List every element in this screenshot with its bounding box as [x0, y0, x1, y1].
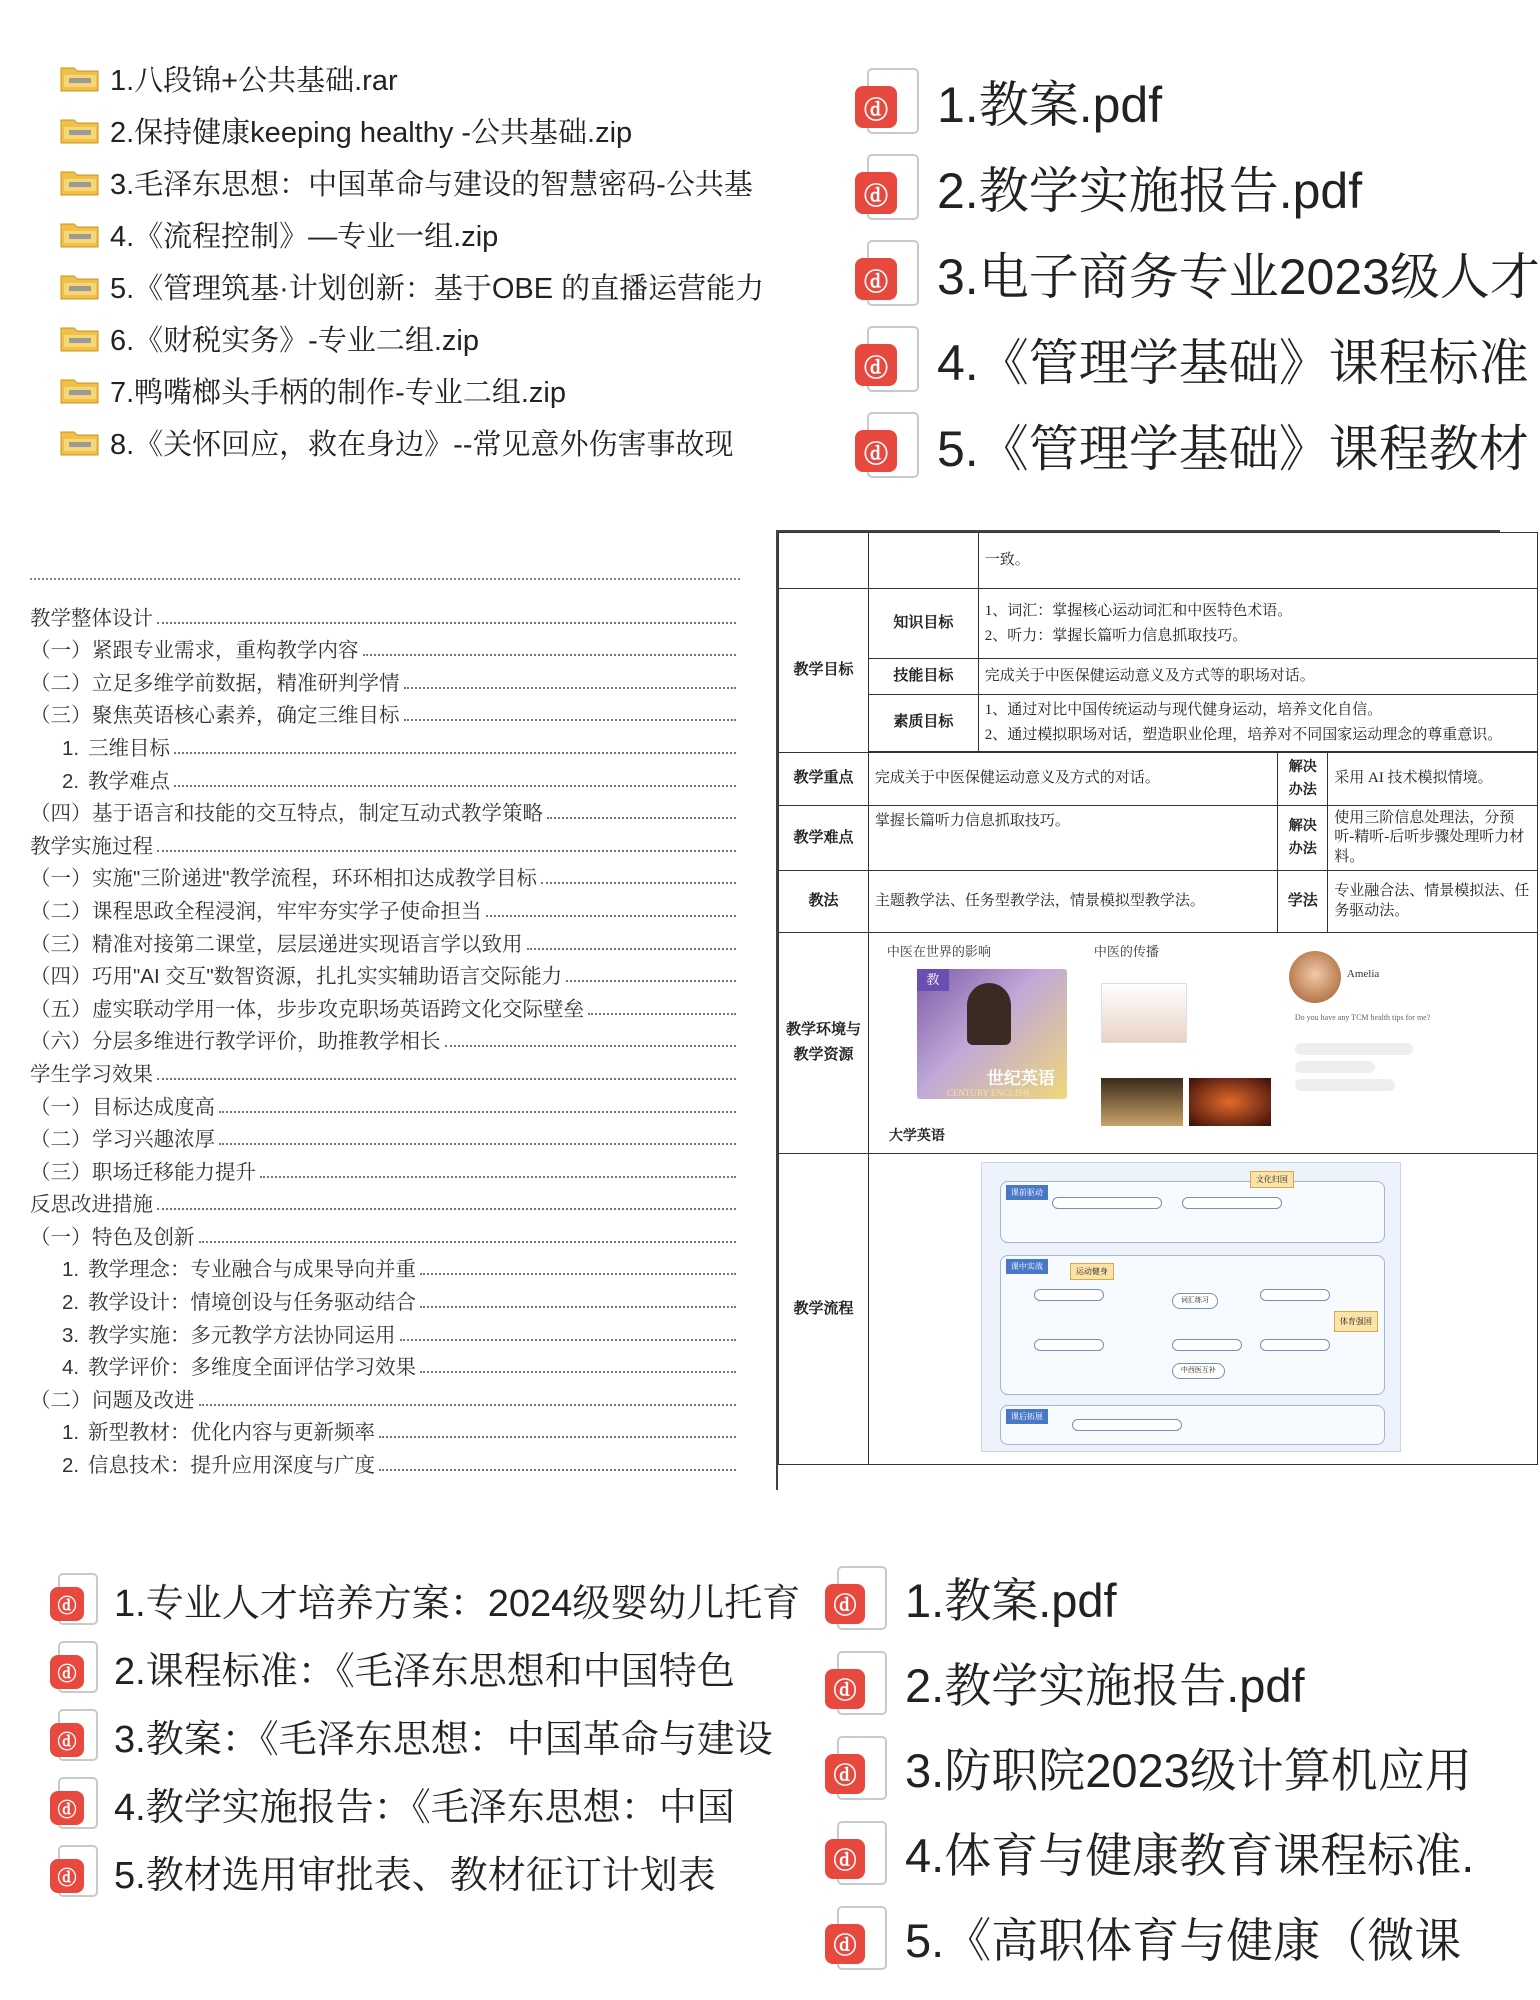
avatar	[1289, 951, 1341, 1003]
toc-entry-number: 1.	[62, 1421, 80, 1445]
toc-entry[interactable]	[30, 1380, 740, 1413]
pdf-icon: ⓓ	[825, 1821, 887, 1885]
file-item[interactable]	[50, 1633, 740, 1701]
file-name: 4.《管理学基础》课程标准	[937, 335, 1529, 391]
toc-entry[interactable]	[30, 1087, 740, 1120]
diff-solve-label: 解决办法	[1278, 805, 1328, 871]
toc-entry-text: 学习兴趣浓厚	[92, 1128, 215, 1152]
pdf-icon: ⓓ	[855, 412, 919, 478]
toc-entry[interactable]	[30, 891, 740, 924]
flow-lane	[1000, 1181, 1385, 1243]
toc-entry-text: 三维目标	[88, 736, 170, 760]
toc-entry-text: 职场迁移能力提升	[92, 1160, 256, 1184]
toc-leader-dots	[404, 719, 737, 721]
video-thumb[interactable]	[1101, 983, 1187, 1043]
flow-lane	[1000, 1405, 1385, 1445]
key-solve-label: 解决办法	[1278, 752, 1328, 805]
file-name: 2.课程标准：《毛泽东思想和中国特色	[114, 1650, 735, 1693]
toc-entry-label	[30, 796, 543, 826]
key-label: 教学重点	[779, 752, 869, 805]
pdf-icon: ⓓ	[50, 1573, 98, 1625]
knowledge-label: 知识目标	[868, 589, 978, 659]
toc-entry[interactable]	[30, 1445, 740, 1478]
toc-entry-label	[30, 1057, 153, 1087]
toc-entry[interactable]	[30, 1217, 740, 1250]
toc-entry-text: 教学设计：情境创设与任务驱动结合	[88, 1291, 416, 1315]
lesson-table	[778, 532, 1538, 1465]
toc-leader-dots	[219, 1111, 736, 1113]
toc-leader-dots	[199, 1241, 737, 1243]
file-item[interactable]	[60, 104, 740, 156]
flow-node: 中西医互补	[1172, 1363, 1225, 1379]
knowledge-2: 2、听力：掌握长篇听力信息抓取技巧。	[984, 627, 1248, 644]
toc-entry-number: （四）	[30, 802, 92, 826]
file-name: 5.《管理筑基·计划创新：基于OBE 的直播运营能力	[110, 272, 765, 305]
toc-entry-label	[30, 861, 537, 891]
toc-entry-text: 目标达成度高	[92, 1095, 215, 1119]
pdf-icon: ⓓ	[825, 1906, 887, 1970]
pdf-icon: ⓓ	[855, 68, 919, 134]
file-item[interactable]	[825, 1555, 1500, 1640]
method-label: 教法	[779, 871, 869, 933]
toc-entry-number: （四）	[30, 965, 92, 989]
file-name: 4.体育与健康教育课程标准.	[905, 1829, 1475, 1882]
pdf-icon: ⓓ	[825, 1651, 887, 1715]
toc-entry[interactable]	[30, 957, 740, 990]
pdf-icon: ⓓ	[825, 1736, 887, 1800]
toc-leader-dots	[199, 1404, 737, 1406]
toc-entry-text: 实施"三阶递进"教学流程，环环相扣达成教学目标	[92, 867, 538, 891]
diff-text: 掌握长篇听力信息抓取技巧。	[868, 805, 1277, 871]
toc-entry[interactable]	[30, 794, 740, 827]
quality-label: 素质目标	[868, 695, 978, 752]
toc-entry-text: 精准对接第二课堂，层层递进实现语言学以致用	[92, 932, 523, 956]
toc-entry-number: 2.	[62, 1454, 80, 1478]
toc-leader-dots	[547, 817, 736, 819]
divider	[30, 578, 740, 580]
toc-entry-number: （一）	[30, 1095, 92, 1119]
folder-zip-icon	[60, 376, 100, 404]
file-item[interactable]	[50, 1701, 773, 1769]
toc-entry-text: 立足多维学前数据，精准研判学情	[92, 671, 400, 695]
knowledge-1: 1、词汇：掌握核心运动词汇和中医特色术语。	[984, 602, 1293, 619]
toc-entry-number: 3.	[62, 1323, 80, 1347]
textbook-cover	[917, 969, 1067, 1099]
toc-entry-label	[30, 698, 400, 728]
toc-entry[interactable]	[30, 826, 740, 859]
pdf-icon: ⓓ	[50, 1641, 98, 1693]
toc-entry-number: （一）	[30, 639, 92, 663]
toc-entry-text: 新型教材：优化内容与更新频率	[88, 1421, 375, 1445]
flow-node: 文化归国	[1250, 1171, 1294, 1188]
toc-leader-dots	[363, 654, 737, 656]
method-text: 主题教学法、任务型教学法，情景模拟型教学法。	[868, 871, 1277, 933]
file-item[interactable]	[60, 260, 765, 312]
toc-entry-number: （二）	[30, 1388, 92, 1412]
toc-entry-text: 学生学习效果	[30, 1062, 153, 1086]
file-item[interactable]	[855, 58, 1500, 144]
file-item[interactable]	[60, 52, 740, 104]
toc-entry[interactable]	[30, 859, 740, 892]
toc-entry-label	[30, 1220, 195, 1250]
pdf-icon: ⓓ	[825, 1566, 887, 1630]
file-item[interactable]	[50, 1565, 801, 1633]
toc-entry-label	[30, 1383, 195, 1413]
diff-label: 教学难点	[779, 805, 869, 871]
toc-entry-label	[30, 1155, 256, 1185]
toc-leader-dots	[420, 1371, 736, 1373]
toc-entry[interactable]	[30, 1022, 740, 1055]
toc-entry-label	[30, 992, 584, 1022]
toc-entry-label	[62, 1285, 416, 1315]
file-item[interactable]	[825, 1895, 1500, 1980]
toc-entry-label	[62, 1448, 375, 1478]
toc-entry-number: （六）	[30, 1030, 92, 1054]
resource-screenshot	[869, 933, 1537, 1153]
file-name: 4.教学实施报告：《毛泽东思想：中国	[114, 1786, 735, 1829]
flow-node: 体育强国	[1334, 1311, 1378, 1332]
toc-entry-number: 4.	[62, 1356, 80, 1380]
toc-entry[interactable]	[30, 924, 740, 957]
flow-node: 课后拓展	[1006, 1409, 1048, 1424]
toc-entry-text: 教学理念：专业融合与成果导向并重	[88, 1258, 416, 1282]
toc-entry-number: （三）	[30, 932, 92, 956]
chat-question: Do you have any TCM health tips for me?	[1294, 1013, 1431, 1023]
toc-entry-label	[62, 1415, 375, 1445]
quality-1: 1、通过对比中国传统运动与现代健身运动，培养文化自信。	[984, 702, 1383, 718]
pdf-icon: ⓓ	[855, 154, 919, 220]
learn-text: 专业融合法、情景模拟法、任务驱动法。	[1328, 871, 1538, 933]
skill-label: 技能目标	[868, 659, 978, 695]
file-item[interactable]	[825, 1640, 1500, 1725]
file-name: 3.防职院2023级计算机应用	[905, 1744, 1472, 1797]
file-item[interactable]	[50, 1769, 740, 1837]
file-item[interactable]	[60, 208, 740, 260]
toc-entry-text: 紧跟专业需求，重构教学内容	[92, 639, 359, 663]
file-item[interactable]	[825, 1810, 1500, 1895]
toc-entry[interactable]	[30, 1054, 740, 1087]
toc-entry[interactable]	[30, 631, 740, 664]
skill-text: 完成关于中医保健运动意义及方式等的职场对话。	[978, 659, 1537, 695]
toc-entry[interactable]	[30, 663, 740, 696]
toc-leader-dots	[157, 1208, 736, 1210]
file-name: 3.毛泽东思想：中国革命与建设的智慧密码-公共基	[110, 168, 753, 201]
toc-entry-number: 2.	[62, 769, 80, 793]
flow-node	[1052, 1197, 1162, 1209]
flow-node	[1072, 1419, 1182, 1431]
toc-entry-number: 1.	[62, 736, 80, 760]
chat-option[interactable]	[1295, 1061, 1375, 1073]
toc-entry-label	[62, 731, 170, 761]
toc-entry-number: 1.	[62, 1258, 80, 1282]
toc-entry-text: 巧用"AI 交互"数智资源，扎扎实实辅助语言交际能力	[92, 965, 563, 989]
toc-leader-dots	[157, 622, 736, 624]
toc-leader-dots	[260, 1176, 736, 1178]
toc-entry-label	[62, 1318, 396, 1348]
diff-solve-text: 使用三阶信息处理法，分预听-精听-后听步骤处理听力材料。	[1328, 805, 1538, 871]
file-name: 5.教材选用审批表、教材征订计划表	[114, 1854, 716, 1897]
file-item[interactable]	[855, 230, 1540, 316]
toc-leader-dots	[566, 980, 736, 982]
file-name: 1.专业人才培养方案：2024级婴幼儿托育	[114, 1582, 801, 1625]
book-title: 世纪英语	[986, 1069, 1055, 1089]
toc-leader-dots	[157, 1078, 736, 1080]
toc-entry-number: 2.	[62, 1291, 80, 1315]
flow-node	[1260, 1289, 1330, 1301]
flow-node: 词汇练习	[1172, 1293, 1218, 1309]
toc-entry-number: （三）	[30, 704, 92, 728]
toc-entry-text: 基于语言和技能的交互特点，制定互动式教学策略	[92, 802, 543, 826]
folder-zip-icon	[60, 116, 100, 144]
file-item[interactable]	[60, 364, 740, 416]
file-name: 4.《流程控制》—专业一组.zip	[110, 220, 499, 253]
toc-entry-number: （一）	[30, 867, 92, 891]
book-badge: 教	[917, 969, 949, 991]
toc-leader-dots	[219, 1143, 736, 1145]
toc-entry-label	[30, 1122, 215, 1152]
toc-entry-text: 虚实联动学用一体，步步攻克职场英语跨文化交际壁垒	[92, 997, 584, 1021]
video-thumb[interactable]	[1101, 1078, 1183, 1126]
toc-entry-number: （一）	[30, 1225, 92, 1249]
folder-zip-icon	[60, 272, 100, 300]
toc-leader-dots	[157, 850, 736, 852]
file-item[interactable]	[60, 156, 753, 208]
toc-leader-dots	[420, 1273, 736, 1275]
key-text: 完成关于中医保健运动意义及方式的对话。	[868, 752, 1277, 805]
flow-node: 课前驱动	[1006, 1185, 1048, 1200]
toc-entry-label	[30, 1024, 441, 1054]
env-cell	[868, 933, 1537, 1154]
toc-entry-label	[30, 666, 400, 696]
toc-entry-label	[62, 1252, 416, 1282]
file-name: 2.教学实施报告.pdf	[905, 1659, 1305, 1712]
toc-entry-text: 教学难点	[88, 769, 170, 793]
toc-entry-text: 教学实施：多元教学方法协同运用	[88, 1323, 396, 1347]
file-name: 8.《关怀回应，救在身边》--常见意外伤害事故现	[110, 428, 734, 461]
file-name: 3.教案：《毛泽东思想：中国革命与建设	[114, 1718, 773, 1761]
flow-node	[1172, 1339, 1242, 1351]
file-name: 1.教案.pdf	[937, 77, 1163, 133]
file-item[interactable]	[60, 312, 740, 364]
table-of-contents	[30, 578, 740, 1488]
folder-zip-icon	[60, 64, 100, 92]
folder-zip-icon	[60, 324, 100, 352]
toc-entry-text: 分层多维进行教学评价，助推教学相长	[92, 1030, 441, 1054]
file-item[interactable]	[855, 316, 1529, 402]
toc-leader-dots	[445, 1045, 737, 1047]
toc-entry[interactable]	[30, 1348, 740, 1381]
toc-leader-dots	[588, 1013, 736, 1015]
file-item[interactable]	[50, 1837, 740, 1905]
toc-leader-dots	[404, 687, 737, 689]
chat-option[interactable]	[1295, 1043, 1413, 1055]
toc-entry-text: 反思改进措施	[30, 1193, 153, 1217]
toc-entry[interactable]	[30, 696, 740, 729]
goal-label: 教学目标	[779, 589, 869, 753]
book-caption: 大学英语	[888, 1129, 945, 1145]
toc-entry-text: 聚焦英语核心素养，确定三维目标	[92, 704, 400, 728]
file-name: 1.八段锦+公共基础.rar	[110, 64, 398, 97]
folder-zip-icon	[60, 220, 100, 248]
toc-entry-label	[30, 601, 153, 631]
toc-leader-dots	[379, 1436, 736, 1438]
file-name: 5.《高职体育与健康（微课	[905, 1914, 1462, 1967]
flow-node	[1034, 1339, 1104, 1351]
toc-entry-label	[30, 633, 359, 663]
flow-node	[1034, 1289, 1104, 1301]
env-caption-1: 中医在世界的影响	[886, 944, 991, 960]
file-item[interactable]	[855, 144, 1500, 230]
toc-leader-dots	[174, 785, 736, 787]
file-name: 2.教学实施报告.pdf	[937, 163, 1363, 219]
toc-entry-label	[30, 894, 482, 924]
file-name: 7.鸭嘴榔头手柄的制作-专业二组.zip	[110, 376, 566, 409]
toc-leader-dots	[420, 1306, 736, 1308]
toc-entry[interactable]	[30, 1413, 740, 1446]
flow-node: 课中实战	[1006, 1259, 1048, 1274]
toc-entry-text: 问题及改进	[92, 1388, 195, 1412]
flow-label: 教学流程	[779, 1154, 869, 1465]
file-item[interactable]	[825, 1725, 1500, 1810]
toc-entry-number: （五）	[30, 997, 92, 1021]
quality-text	[978, 695, 1537, 752]
archive-file-list	[60, 52, 765, 472]
toc-entry[interactable]	[30, 728, 740, 761]
flow-node	[1182, 1197, 1282, 1209]
file-item[interactable]	[855, 402, 1529, 488]
book-subtitle: CENTURY ENGLISH	[946, 1088, 1030, 1099]
cell	[779, 533, 869, 589]
toc-entry-label	[62, 764, 170, 794]
flow-node	[1260, 1339, 1330, 1351]
toc-leader-dots	[541, 882, 736, 884]
env-label: 教学环境与教学资源	[779, 933, 869, 1154]
flow-node: 运动健身	[1070, 1263, 1114, 1280]
toc-leader-dots	[486, 915, 737, 917]
toc-entry[interactable]	[30, 1315, 740, 1348]
pdf-icon: ⓓ	[855, 240, 919, 306]
toc-entry-number: （二）	[30, 1128, 92, 1152]
toc-entry-text: 特色及创新	[92, 1225, 195, 1249]
folder-zip-icon	[60, 428, 100, 456]
quality-2: 2、通过模拟职场对话，塑造职业伦理，培养对不同国家运动理念的尊重意识。	[984, 726, 1503, 743]
toc-entry-label	[30, 829, 153, 859]
env-caption-2: 中医的传播	[1093, 944, 1159, 960]
file-name: 3.电子商务专业2023级人才	[937, 249, 1540, 305]
pdf-icon: ⓓ	[50, 1777, 98, 1829]
cell-text: 一致。	[978, 533, 1537, 589]
video-thumb[interactable]	[1189, 1078, 1271, 1126]
file-item[interactable]	[60, 416, 740, 468]
key-solve-text: 采用 AI 技术模拟情境。	[1328, 752, 1538, 805]
flow-cell	[868, 1154, 1537, 1465]
toc-entry[interactable]	[30, 1282, 740, 1315]
toc-list	[30, 598, 740, 1478]
pdf-icon: ⓓ	[50, 1709, 98, 1761]
toc-leader-dots	[379, 1469, 736, 1471]
flow-diagram	[869, 1154, 1537, 1464]
toc-entry[interactable]	[30, 1185, 740, 1218]
toc-entry-number: （二）	[30, 899, 92, 923]
lesson-plan-table	[776, 530, 1530, 1490]
flow-canvas	[981, 1162, 1401, 1452]
file-name: 6.《财税实务》-专业二组.zip	[110, 324, 479, 357]
toc-entry[interactable]	[30, 1152, 740, 1185]
toc-entry[interactable]	[30, 1250, 740, 1283]
toc-entry-label	[30, 1090, 215, 1120]
person-figure	[967, 983, 1011, 1045]
pdf-icon: ⓓ	[50, 1845, 98, 1897]
toc-leader-dots	[400, 1339, 737, 1341]
file-name: 2.保持健康keeping healthy -公共基础.zip	[110, 116, 633, 149]
chat-name: Amelia	[1346, 968, 1380, 981]
chat-option[interactable]	[1295, 1079, 1395, 1091]
toc-entry-label	[62, 1350, 416, 1380]
knowledge-text	[978, 589, 1537, 659]
toc-entry[interactable]	[30, 989, 740, 1022]
toc-entry-text: 教学评价：多维度全面评估学习效果	[88, 1356, 416, 1380]
toc-entry[interactable]	[30, 598, 740, 631]
toc-entry-label	[30, 1187, 153, 1217]
toc-entry-text: 信息技术：提升应用深度与广度	[88, 1454, 375, 1478]
toc-entry-label	[30, 927, 523, 957]
learn-label: 学法	[1278, 871, 1328, 933]
cell	[868, 533, 978, 589]
folder-zip-icon	[60, 168, 100, 196]
toc-entry-text: 教学实施过程	[30, 834, 153, 858]
toc-entry-text: 课程思政全程浸润，牢牢夯实学子使命担当	[92, 899, 482, 923]
pdf-file-list-top	[855, 58, 1540, 478]
pdf-icon: ⓓ	[855, 326, 919, 392]
file-name: 5.《管理学基础》课程教材	[937, 421, 1529, 477]
toc-entry-number: （二）	[30, 671, 92, 695]
pdf-file-list-bottom-left	[50, 1565, 801, 1910]
file-name: 1.教案.pdf	[905, 1574, 1117, 1627]
pdf-file-list-bottom-right	[825, 1555, 1500, 2000]
toc-entry[interactable]	[30, 761, 740, 794]
toc-leader-dots	[527, 948, 737, 950]
toc-entry-text: 教学整体设计	[30, 606, 153, 630]
toc-leader-dots	[174, 752, 736, 754]
toc-entry[interactable]	[30, 1120, 740, 1153]
toc-entry-label	[30, 959, 562, 989]
toc-entry-number: （三）	[30, 1160, 92, 1184]
